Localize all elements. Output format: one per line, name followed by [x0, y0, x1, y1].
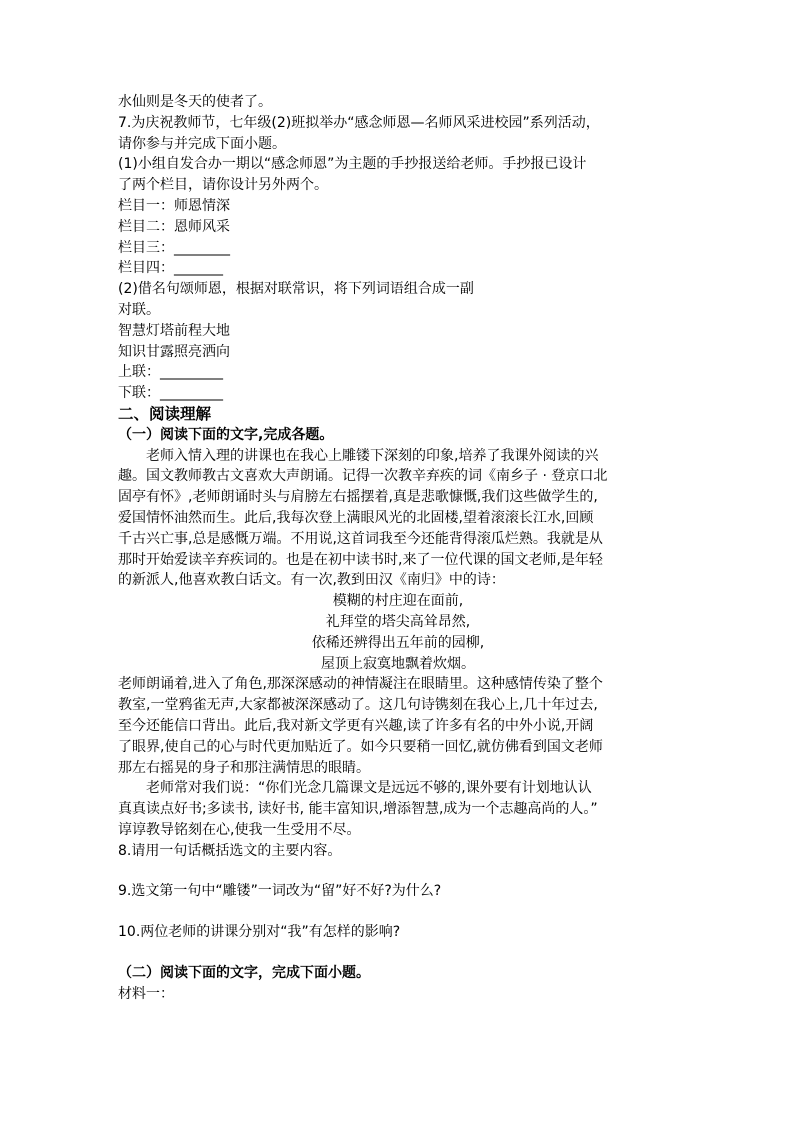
paragraph-1-line: 爱国情怀油然而生。此后,我每次登上满眼风光的北固楼,望着滚滚长江水,回顾	[118, 509, 594, 526]
paragraph-2-line: 教室,一堂鸦雀无声,大家都被深深感动了。这几句诗镌刻在我心上,几十年过去,	[118, 697, 598, 714]
question-8: 8.请用一句话概括选文的主要内容。	[118, 842, 342, 859]
material-1-label: 材料一：	[118, 985, 174, 1002]
upper-couplet-blank: 上联：_________	[118, 364, 223, 381]
paragraph-2-line: 那左右摇晃的身子和那注满情思的眼睛。	[118, 759, 370, 776]
paragraph-2-line: 至今还能信口背出。此后,我对新文学更有兴趣,读了许多有名的中外小说,开阔	[118, 717, 594, 734]
document-page	[118, 92, 678, 1005]
column-4-blank: 栏目四：_______	[118, 260, 223, 277]
paragraph-3-line: 老师常对我们说：“你们光念几篇课文是远远不够的,课外要有计划地认认	[146, 780, 592, 797]
paragraph-2-line: 老师朗诵着,进入了角色,那深深感动的神情凝注在眼睛里。这种感情传染了整个	[118, 676, 603, 693]
answer-space	[118, 943, 678, 963]
question-7-sub2: (2)借名句颂师恩，根据对联常识，将下列词语组合成一副	[118, 281, 474, 298]
answer-space	[118, 861, 678, 881]
lower-couplet-blank: 下联：_________	[118, 385, 223, 402]
paragraph-1-line: 趣。国文教师教古文喜欢大声朗诵。记得一次教辛弃疾的词《南乡子 · 登京口北	[118, 468, 608, 485]
question-7-sub2-cont: 对联。	[118, 301, 160, 318]
poem-line: 礼拜堂的塔尖高耸昂然,	[325, 613, 471, 630]
poem-line: 模糊的村庄迎在面前,	[332, 593, 464, 610]
word-group-2: 知识甘露照亮洒向	[118, 343, 230, 360]
question-7-sub1: (1)小组自发合办一期以“感念师恩”为主题的手抄报送给老师。手抄报已设计	[118, 156, 587, 173]
paragraph-1-line: 那时开始爱读辛弃疾词的。也是在初中读书时,来了一位代课的国文老师,是年轻	[118, 551, 603, 568]
question-7-sub1-cont: 了两个栏目，请你设计另外两个。	[118, 177, 328, 194]
answer-space	[118, 902, 678, 922]
paragraph-1-line: 千古兴亡事,总是感慨万端。不用说,这首词我至今还能背得滚瓜烂熟。我就是从	[118, 530, 603, 547]
part-2-title: （二）阅读下面的文字，完成下面小题。	[118, 965, 370, 982]
section-2-title: 二、阅读理解	[118, 404, 212, 423]
part-1-title: （一）阅读下面的文字,完成各题。	[118, 426, 334, 443]
question-9: 9.选文第一句中“雕镂”一词改为“留”好不好?为什么?	[118, 883, 442, 900]
column-1: 栏目一：师恩情深	[118, 197, 230, 214]
column-2: 栏目二：恩师风采	[118, 218, 230, 235]
question-7-intro-cont: 请你参与并完成下面小题。	[118, 135, 286, 152]
paragraph-3-line: 真真读点好书;多读书, 读好书, 能丰富知识,增添智慧,成为一个志趣高尚的人。”	[118, 801, 598, 818]
word-group-1: 智慧灯塔前程大地	[118, 322, 230, 339]
paragraph-1-line: 的新派人,他喜欢教白话文。有一次,教到田汉《南归》中的诗：	[118, 572, 505, 589]
paragraph-1-line: 老师入情入理的讲课也在我心上雕镂下深刻的印象,培养了我课外阅读的兴	[146, 447, 599, 464]
paragraph-2-line: 了眼界,使自己的心与时代更加贴近了。如今只要稍一回忆,就仿佛看到国文老师	[118, 738, 603, 755]
poem-line: 依稀还辨得出五年前的园柳,	[311, 634, 485, 651]
text-line: 水仙则是冬天的使者了。	[118, 94, 272, 110]
paragraph-3-line: 谆谆教导铭刻在心,使我一生受用不尽。	[118, 821, 361, 838]
paragraph-1-line: 固亭有怀》,老师朗诵时头与肩膀左右摇摆着,真是悲歌慷慨,我们这些做学生的,	[118, 489, 598, 506]
question-7-intro: 7.为庆祝教师节，七年级(2)班拟举办“感念师恩—名师风采进校园”系列活动，	[118, 114, 600, 131]
column-3-blank: 栏目三：________	[118, 239, 230, 256]
question-10: 10.两位老师的讲课分别对“我”有怎样的影响?	[118, 924, 401, 941]
poem-line: 屋顶上寂寞地飘着炊烟。	[321, 655, 475, 672]
